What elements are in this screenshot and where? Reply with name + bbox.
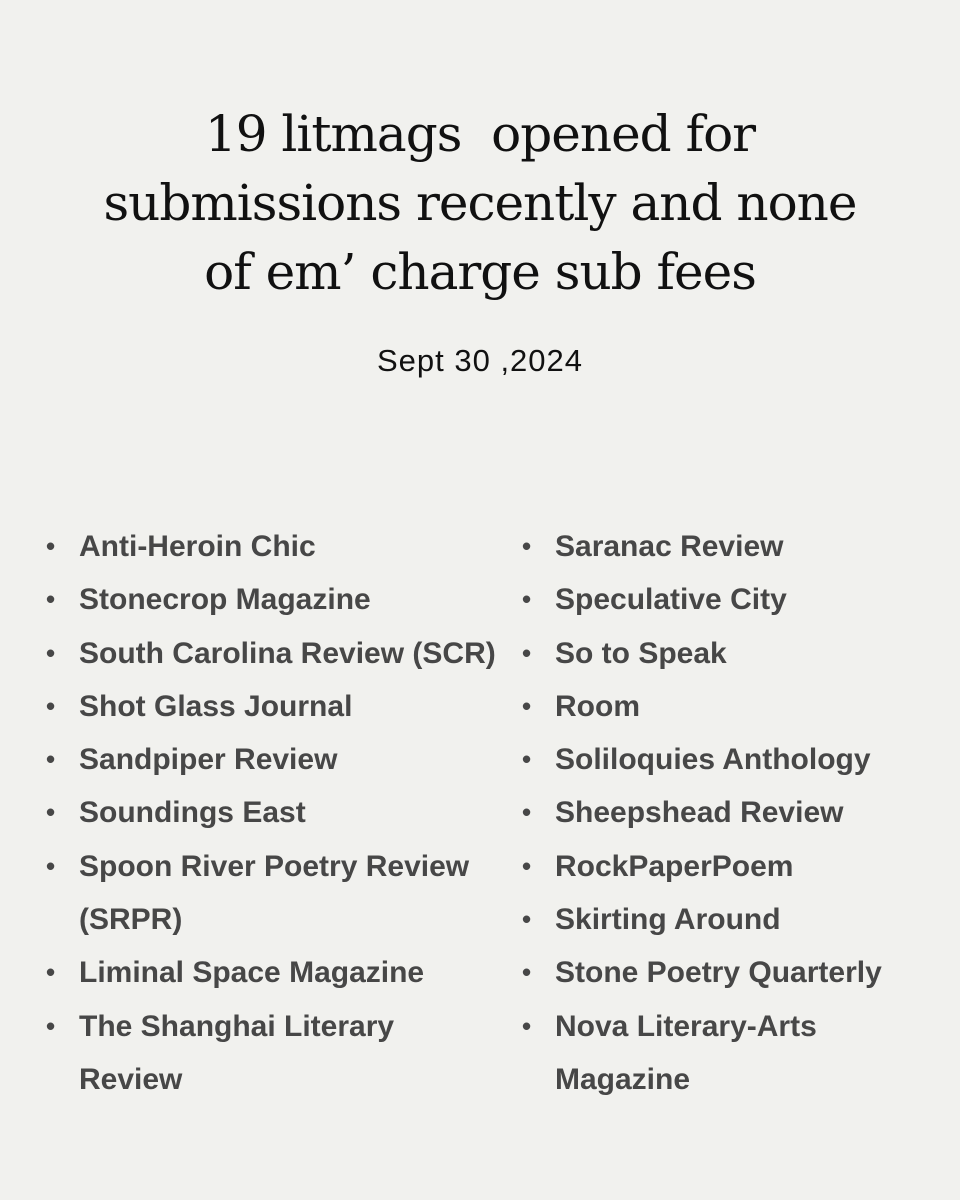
item-label: Sandpiper Review bbox=[79, 743, 338, 777]
bullet-icon: • bbox=[522, 957, 532, 988]
item-label: Sheepshead Review bbox=[555, 796, 844, 830]
bullet-icon: • bbox=[522, 637, 532, 668]
bullet-icon: • bbox=[46, 744, 56, 775]
list-item bbox=[522, 893, 942, 946]
list-item bbox=[46, 520, 506, 573]
bullet-icon: • bbox=[46, 797, 56, 828]
list-item bbox=[522, 1000, 885, 1107]
date: Sept 30 ,2024 bbox=[376, 343, 584, 378]
bullet-icon: • bbox=[46, 957, 56, 988]
bullet-icon: • bbox=[46, 637, 56, 668]
list-item bbox=[46, 573, 506, 626]
item-label: Shot Glass Journal bbox=[79, 689, 353, 723]
item-label: Stone Poetry Quarterly bbox=[555, 956, 882, 990]
item-label: So to Speak bbox=[555, 636, 727, 670]
bullet-icon: • bbox=[46, 850, 56, 881]
list-item bbox=[46, 733, 506, 786]
list-item bbox=[522, 840, 942, 893]
item-label: Soliloquies Anthology bbox=[555, 743, 871, 777]
headline bbox=[0, 100, 960, 307]
list-item bbox=[522, 946, 942, 999]
litmag-list-right bbox=[522, 520, 942, 1106]
list-item bbox=[522, 786, 942, 839]
item-label: Skirting Around bbox=[555, 903, 781, 937]
headline-line: submissions recently and none bbox=[103, 174, 857, 232]
list-item bbox=[522, 520, 942, 573]
bullet-icon: • bbox=[46, 1010, 56, 1041]
bullet-icon: • bbox=[522, 690, 532, 721]
item-label: Room bbox=[555, 689, 640, 723]
list-item bbox=[522, 733, 942, 786]
item-label: Nova Literary-Arts Magazine bbox=[555, 1009, 817, 1096]
headline-line: 19 litmags opened for bbox=[204, 105, 756, 163]
bullet-icon: • bbox=[522, 850, 532, 881]
item-label: South Carolina Review (SCR) bbox=[79, 636, 496, 670]
bullet-icon: • bbox=[522, 744, 532, 775]
item-label: Saranac Review bbox=[555, 530, 784, 563]
bullet-icon: • bbox=[522, 1010, 532, 1041]
list-item bbox=[522, 627, 942, 680]
item-label: RockPaperPoem bbox=[555, 849, 794, 883]
item-label: Spoon River Poetry Review (SRPR) bbox=[79, 849, 470, 937]
item-label: Soundings East bbox=[79, 796, 306, 830]
list-item bbox=[46, 627, 506, 680]
item-label: The Shanghai Literary Review bbox=[79, 1009, 395, 1096]
item-label: Speculative City bbox=[555, 583, 787, 617]
bullet-icon: • bbox=[522, 584, 532, 615]
list-item bbox=[46, 840, 499, 947]
item-label: Anti-Heroin Chic bbox=[79, 530, 316, 563]
list-item bbox=[522, 680, 942, 733]
bullet-icon: • bbox=[522, 904, 532, 935]
litmag-list-left bbox=[46, 520, 506, 1106]
list-item bbox=[46, 946, 506, 999]
headline-line: of em’ charge sub fees bbox=[204, 243, 756, 301]
bullet-icon: • bbox=[46, 531, 56, 561]
list-item bbox=[46, 680, 506, 733]
bullet-icon: • bbox=[522, 531, 532, 561]
bullet-icon: • bbox=[522, 797, 532, 828]
item-label: Stonecrop Magazine bbox=[79, 583, 371, 617]
bullet-icon: • bbox=[46, 584, 56, 615]
list-item bbox=[46, 1000, 399, 1107]
item-label: Liminal Space Magazine bbox=[79, 956, 425, 990]
bullet-icon: • bbox=[46, 690, 56, 721]
list-item bbox=[522, 573, 942, 626]
list-item bbox=[46, 786, 506, 839]
